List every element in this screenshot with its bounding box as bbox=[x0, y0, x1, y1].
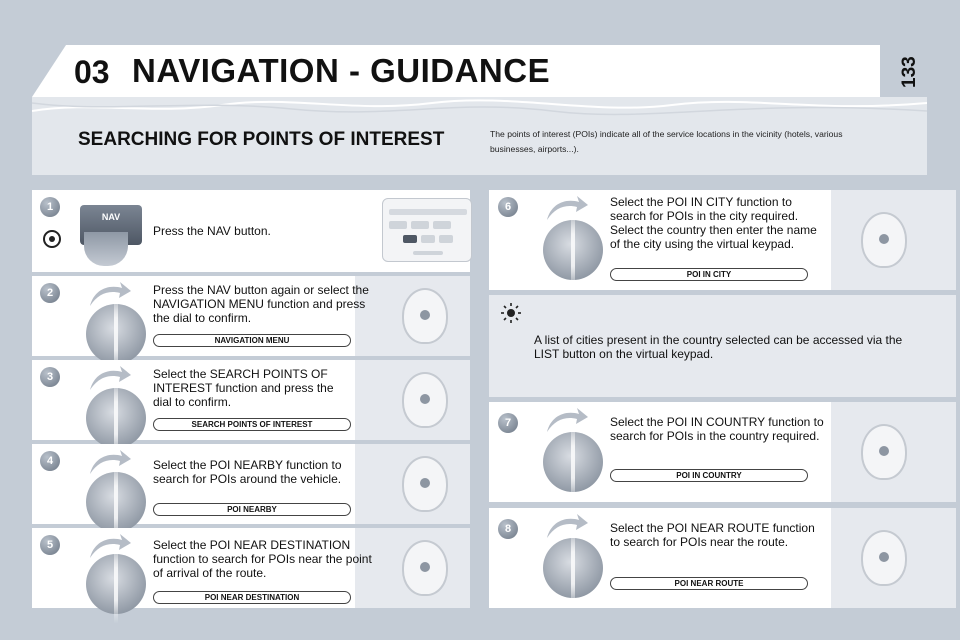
dial-icon bbox=[86, 472, 146, 532]
control-knob-icon bbox=[861, 530, 907, 586]
step-4-function-tag: POI NEARBY bbox=[153, 503, 351, 516]
control-knob-icon bbox=[402, 288, 448, 344]
step-1-text: Press the NAV button. bbox=[153, 224, 271, 238]
nav-button-illustration: NAV bbox=[80, 205, 142, 245]
step-6-number-badge: 6 bbox=[498, 197, 518, 217]
control-knob-icon bbox=[402, 540, 448, 596]
warning-wheel-icon bbox=[42, 229, 62, 249]
step-4-number-badge: 4 bbox=[40, 451, 60, 471]
dial-icon bbox=[86, 388, 146, 448]
dial-icon bbox=[543, 432, 603, 492]
dial-icon bbox=[543, 220, 603, 280]
step-7-text: Select the POI IN COUNTRY function to search for POIs in the country required. bbox=[610, 415, 824, 443]
control-knob-icon bbox=[861, 424, 907, 480]
step-3-text: Select the SEARCH POINTS OF INTEREST function and press the dial to confirm. bbox=[153, 367, 334, 409]
step-3-function-tag: SEARCH POINTS OF INTEREST bbox=[153, 418, 351, 431]
step-3-number-badge: 3 bbox=[40, 367, 60, 387]
step-8-function-tag: POI NEAR ROUTE bbox=[610, 577, 808, 590]
step-2-number-badge: 2 bbox=[40, 283, 60, 303]
light-bulb-icon bbox=[500, 302, 522, 324]
rotate-arrow-icon bbox=[545, 194, 589, 222]
step-4-text: Select the POI NEARBY function to search for POIs around the vehicle. bbox=[153, 458, 342, 486]
step-8-text: Select the POI NEAR ROUTE function to search for POIs near the route. bbox=[610, 521, 815, 549]
dial-icon bbox=[86, 554, 146, 614]
step-5-function-tag: POI NEAR DESTINATION bbox=[153, 591, 351, 604]
page-number: 133 bbox=[899, 56, 920, 88]
map-decoration bbox=[32, 97, 927, 117]
dial-icon bbox=[86, 304, 146, 364]
info-note-text: A list of cities present in the country selected can be accessed via the LIST button on the virtual keypad. bbox=[534, 333, 903, 361]
step-2-function-tag: NAVIGATION MENU bbox=[153, 334, 351, 347]
radio-panel-illustration bbox=[382, 198, 472, 262]
title-corner-notch bbox=[32, 45, 66, 97]
step-2-text: Press the NAV button again or select the NAVIGATION MENU function and press the dial to confirm. bbox=[153, 283, 369, 325]
control-knob-icon bbox=[861, 212, 907, 268]
step-1-number-badge: 1 bbox=[40, 197, 60, 217]
chapter-title: NAVIGATION - GUIDANCE bbox=[132, 52, 551, 89]
section-title: SEARCHING FOR POINTS OF INTEREST bbox=[78, 129, 445, 150]
step-5-text: Select the POI NEAR DESTINATION function to search for POIs near the point of arrival of the route. bbox=[153, 538, 372, 580]
step-7-function-tag: POI IN COUNTRY bbox=[610, 469, 808, 482]
step-6-function-tag: POI IN CITY bbox=[610, 268, 808, 281]
rotate-arrow-icon bbox=[545, 406, 589, 434]
chapter-number: 03 bbox=[74, 54, 110, 90]
control-knob-icon bbox=[402, 456, 448, 512]
step-7-number-badge: 7 bbox=[498, 413, 518, 433]
step-6-text: Select the POI IN CITY function to search for POIs in the city required. Select the country then enter the name of the city using the virtual keypad. bbox=[610, 195, 817, 251]
rotate-arrow-icon bbox=[545, 512, 589, 540]
section-intro: The points of interest (POIs) indicate all of the service locations in the vicinity (hotels, various businesses, airports...). bbox=[490, 129, 843, 154]
step-8-number-badge: 8 bbox=[498, 519, 518, 539]
step-5-number-badge: 5 bbox=[40, 535, 60, 555]
control-knob-icon bbox=[402, 372, 448, 428]
radio-buttons-icon bbox=[383, 199, 473, 263]
dial-icon bbox=[543, 538, 603, 598]
